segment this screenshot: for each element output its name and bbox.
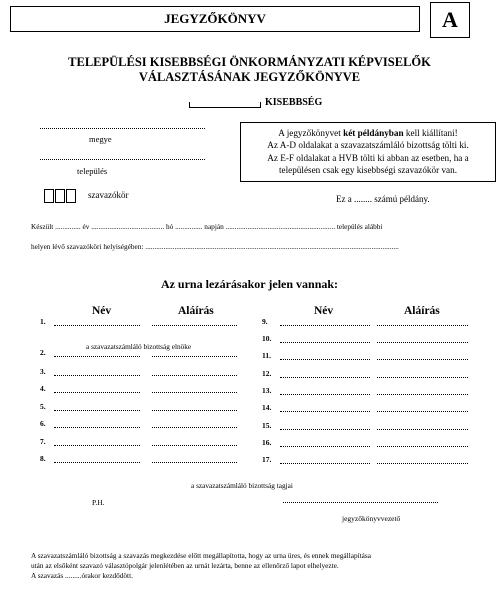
row-number: 16. — [262, 438, 272, 447]
notice-line-3: Az E-F oldalakat a HVB tölti ki abban az esetben, ha a — [267, 152, 469, 163]
right-name-field-3[interactable] — [280, 377, 370, 378]
right-signature-field-0[interactable] — [377, 325, 468, 326]
row-number: 6. — [40, 419, 46, 428]
right-name-field-1[interactable] — [280, 342, 370, 343]
notice-line-2: Az A-D oldalakat a szavazatszámláló bizottság tölti ki. — [267, 140, 469, 151]
members-caption: a szavazatszámláló bizottság tagjai — [191, 481, 293, 490]
document-title-box — [10, 6, 420, 32]
right-name-field-0[interactable] — [280, 325, 370, 326]
right-name-field-4[interactable] — [280, 394, 370, 395]
row-number: 15. — [262, 421, 272, 430]
district-number-cells[interactable] — [44, 189, 76, 203]
county-field[interactable] — [40, 128, 205, 129]
row-number: 9. — [262, 317, 268, 326]
footer-line-2: után az elsőként szavazó választópolgár jelenlétében az urnát lezárta, benne az ellenőrző lapot elhelyezte. — [31, 561, 339, 570]
made-line-2: helyen lévő szavazóköri helyiségében: ........................................................................................................................................... — [31, 242, 399, 251]
recorder-label: jegyzőkönyvvezető — [342, 514, 401, 523]
right-signature-field-5[interactable] — [377, 411, 468, 412]
document-title: JEGYZŐKÖNYV — [164, 11, 266, 26]
chair-caption: a szavazatszámláló bizottság elnöke — [86, 342, 192, 351]
urn-heading: Az urna lezárásakor jelen vannak: — [160, 277, 339, 291]
footer-line-1: A szavazatszámláló bizottság a szavazás megkezdése előtt megállapította, hogy az urna üres, és ennek megállapítása — [31, 551, 371, 560]
row-number: 5. — [40, 402, 46, 411]
right-signature-field-6[interactable] — [377, 429, 468, 430]
heading-line-2: VÁLASZTÁSÁNAK JEGYZŐKÖNYVE — [138, 70, 361, 84]
left-signature-field-0[interactable] — [152, 325, 237, 326]
right-name-header: Név — [314, 305, 334, 317]
notice-line-1: A jegyzőkönyvet két példányban kell kiállítani! — [278, 128, 458, 138]
right-signature-field-2[interactable] — [377, 359, 468, 360]
district-label: szavazókör — [88, 190, 129, 200]
right-name-field-6[interactable] — [280, 429, 370, 430]
left-signature-field-3[interactable] — [152, 392, 237, 393]
right-name-field-8[interactable] — [280, 463, 370, 464]
left-signature-field-5[interactable] — [152, 427, 237, 428]
left-signature-field-1[interactable] — [152, 356, 237, 357]
left-signature-field-2[interactable] — [152, 375, 237, 376]
notice-box — [240, 122, 496, 182]
heading-line-1: TELEPÜLÉSI KISEBBSÉGI ÖNKORMÁNYZATI KÉPVISELŐK — [68, 55, 431, 69]
left-signature-header: Aláírás — [178, 305, 214, 317]
left-signature-field-4[interactable] — [152, 410, 237, 411]
left-name-field-4[interactable] — [54, 410, 140, 411]
made-line-1: Készült .............. év ........................................ hó ............... napján ............................................................ település alábbi — [31, 222, 383, 231]
settlement-label: település — [77, 166, 108, 176]
page-letter: A — [442, 7, 458, 32]
minority-label: KISEBBSÉG — [265, 97, 323, 108]
district-cell[interactable] — [66, 189, 76, 203]
right-signature-field-7[interactable] — [377, 446, 468, 447]
row-number: 14. — [262, 403, 272, 412]
left-name-field-3[interactable] — [54, 392, 140, 393]
left-name-field-6[interactable] — [54, 445, 140, 446]
right-name-field-7[interactable] — [280, 446, 370, 447]
row-number: 4. — [40, 384, 46, 393]
district-cell[interactable] — [44, 189, 54, 203]
county-label: megye — [89, 134, 112, 144]
row-number: 7. — [40, 437, 46, 446]
page-letter-box — [430, 2, 470, 38]
settlement-field[interactable] — [40, 159, 205, 160]
left-name-field-2[interactable] — [54, 375, 140, 376]
right-name-field-2[interactable] — [280, 359, 370, 360]
right-signature-field-3[interactable] — [377, 377, 468, 378]
recorder-signature-field[interactable] — [283, 502, 438, 503]
right-name-field-5[interactable] — [280, 411, 370, 412]
right-signature-header: Aláírás — [404, 305, 440, 317]
footer-line-3: A szavazás .........órakor kezdődött. — [31, 571, 133, 580]
copy-number: Ez a ........ számú példány. — [336, 194, 430, 204]
district-cell[interactable] — [55, 189, 65, 203]
left-name-field-5[interactable] — [54, 427, 140, 428]
row-number: 10. — [262, 334, 272, 343]
row-number: 12. — [262, 369, 272, 378]
left-signature-field-7[interactable] — [152, 462, 237, 463]
notice-line-4: településen csak egy kisebbségi szavazókör van. — [278, 165, 458, 176]
right-signature-field-8[interactable] — [377, 463, 468, 464]
left-name-field-0[interactable] — [54, 325, 140, 326]
left-name-header: Név — [92, 305, 112, 317]
row-number: 1. — [40, 317, 46, 326]
minority-name-field[interactable] — [189, 102, 261, 108]
row-number: 17. — [262, 455, 272, 464]
left-name-field-7[interactable] — [54, 462, 140, 463]
row-number: 3. — [40, 367, 46, 376]
row-number: 11. — [262, 351, 271, 360]
right-signature-field-4[interactable] — [377, 394, 468, 395]
row-number: 8. — [40, 454, 46, 463]
right-signature-field-1[interactable] — [377, 342, 468, 343]
row-number: 2. — [40, 348, 46, 357]
row-number: 13. — [262, 386, 272, 395]
stamp-placeholder: P.H. — [92, 498, 105, 507]
left-signature-field-6[interactable] — [152, 445, 237, 446]
left-name-field-1[interactable] — [54, 356, 140, 357]
